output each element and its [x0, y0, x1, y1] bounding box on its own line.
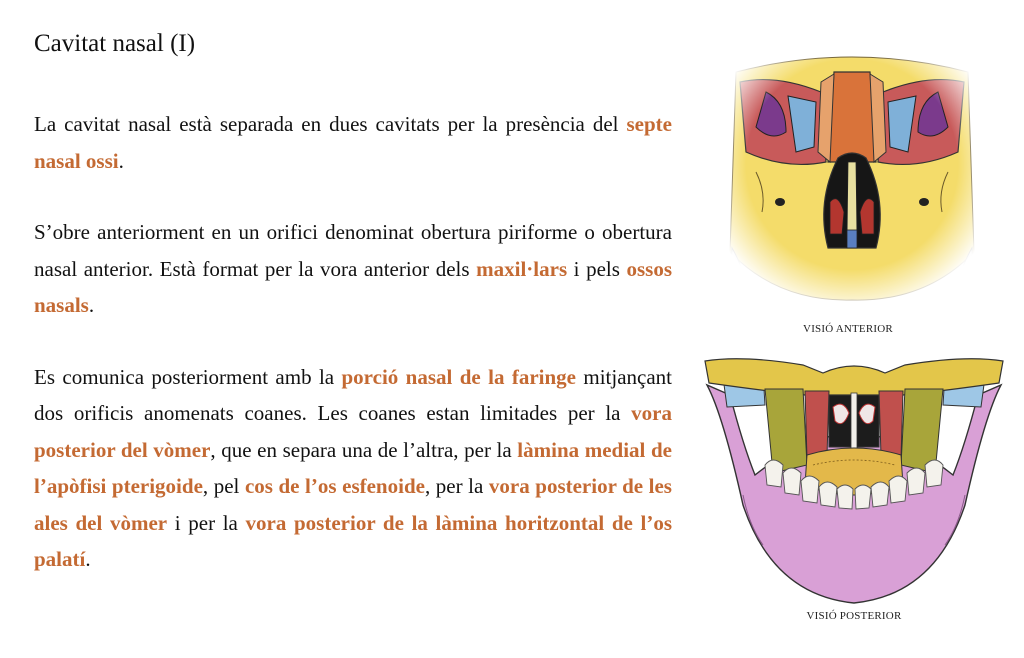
paragraph-text: i pels	[567, 256, 627, 281]
term-septe-nasal-ossi: septe nasal ossi	[34, 112, 672, 173]
page-title: Cavitat nasal (I)	[34, 30, 196, 57]
term-lamina-medial-pterigoide: làmina medial de l’apòfisi pterigoide	[34, 437, 672, 498]
paragraph-text: i per la	[167, 510, 246, 535]
paragraph-text: mitjançant dos orificis anomenats coanes. Les coanes estan limitades per la	[34, 364, 673, 425]
term-vora-ales-vomer: vora posterior de les ales del vòmer	[34, 474, 672, 535]
term-porcio-nasal-faringe: porció nasal de la faringe	[341, 364, 576, 389]
paragraph-septum	[34, 106, 672, 179]
anterior-view-illustration	[726, 52, 978, 302]
paragraph-text: , que en separa una de l’altra, per la	[210, 437, 518, 462]
posterior-view-illustration	[703, 355, 1005, 607]
paragraph-text: S’obre anteriorment en un orifici denominat obertura piriforme o obertura nasal anterior. Està format per la vora anterior dels	[34, 220, 672, 281]
paragraph-text: Es comunica posteriorment amb la	[34, 364, 342, 389]
paragraph-text: .	[85, 547, 91, 571]
term-vora-posterior-vomer: vora posterior del vòmer	[34, 401, 672, 462]
body-text	[34, 106, 672, 613]
paragraph-opening	[34, 214, 672, 324]
paragraph-text: , per la	[424, 474, 489, 498]
term-ossos-nasals: ossos nasals	[34, 256, 672, 317]
term-lamina-horitzontal-palati: vora posterior de la làmina horitzontal de l’os palatí	[34, 510, 673, 571]
paragraph-text: La cavitat nasal està separada en dues cavitats per la presència del	[34, 112, 627, 136]
paragraph-choanae	[34, 359, 672, 578]
posterior-view-caption: VISIÓ POSTERIOR	[806, 610, 902, 622]
paragraph-text: .	[88, 293, 95, 317]
paragraph-text: , pel	[202, 474, 245, 498]
anterior-view-caption: VISIÓ ANTERIOR	[803, 323, 893, 335]
term-cos-esfenoide: cos de l’os esfenoide	[244, 474, 425, 498]
term-maxillars: maxil·lars	[476, 256, 568, 281]
paragraph-text: .	[118, 148, 124, 173]
